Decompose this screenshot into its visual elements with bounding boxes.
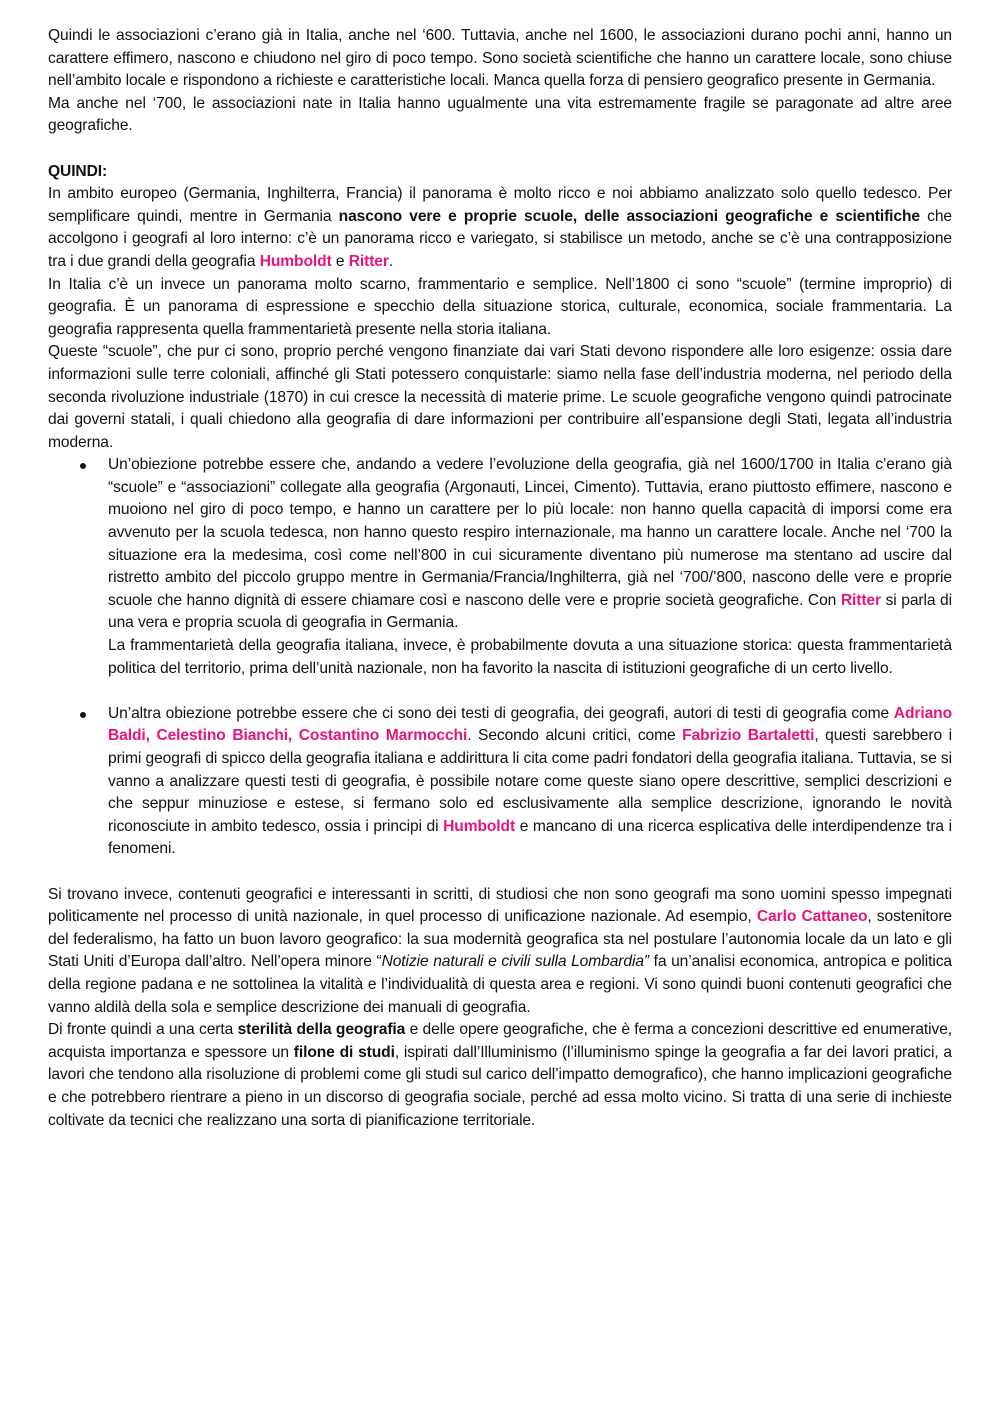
- spacer: [48, 861, 952, 884]
- section-heading: QUINDI:: [48, 162, 108, 180]
- bold-phrase: nascono vere e proprie scuole, delle associazioni geografiche e scientifiche: [338, 207, 920, 225]
- bullet-icon: [80, 463, 86, 469]
- highlight-ritter: Ritter: [840, 591, 881, 609]
- paragraph-ambito-europeo: In ambito europeo (Germania, Inghilterra, Francia) il panorama è molto ricco e noi abbiamo analizzato solo quello tedesco. Per semplificare quindi, mentre in Germania nascono vere e proprie scuole, delle associazioni geografiche e scientifiche che accolgono i geografi al loro interno: c’è un panorama ricco e variegato, si stabilisce un metodo, anche se c’è una contrapposizione tra i due grandi della geografia Humboldt e Ritter.: [48, 185, 953, 270]
- paragraph-associazioni-700: Ma anche nel ‘700, le associazioni nate in Italia hanno ugualmente una vita estremamente fragile se paragonate ad altre aree geografiche.: [48, 94, 952, 135]
- list-item: [48, 703, 952, 861]
- paragraph-cattaneo: Si trovano invece, contenuti geografici e interessanti in scritti, di studiosi che non sono geografi ma sono uomini spesso impegnati politicamente nel processo di unità nazionale, in quel processo di unificazione nazionale. Ad esempio, Carlo Cattaneo, sostenitore del federalismo, ha fatto un buon lavoro geografico: la sua modernità geografica sta nel postulare l’autonomia locale da un lato e gli Stati Uniti d’Europa dall’altro. Nell’opera minore “Notizie naturali e civili sulla Lombardia” fa un’analisi economica, antropica e politica della regione padana e ne sottolinea la vitalità e l’individualità di questa area e regioni. Vi sono quindi buoni contenuti geografici che vanno aldilà della sola e semplice descrizione dei manuali di geografia.: [48, 885, 953, 1016]
- paragraph-italia-panorama: In Italia c’è un invece un panorama molto scarno, frammentario e semplice. Nell’1800 ci sono “scuole” (termine improprio) di geografia. È un panorama di espressione e specchio della situazione storica, culturale, economica, sociale frammentaria. La geografia rappresenta quella frammentarietà presente nella storia italiana.: [48, 275, 952, 338]
- italic-title: Notizie naturali e civili sulla Lombardia”: [381, 953, 649, 971]
- bullet-icon: [80, 712, 86, 718]
- list-spacer: [48, 680, 952, 703]
- highlight-ritter: Ritter: [348, 252, 389, 270]
- highlight-bartaletti: Fabrizio Bartaletti: [682, 727, 815, 745]
- list-item: [48, 454, 952, 680]
- paragraph-scuole-statali: Queste “scuole”, che pur ci sono, proprio perché vengono finanziate dai vari Stati devono rispondere alle loro esigenze: ossia dare informazioni sulle terre coloniali, affinché gli Stati potessero conquistarle: siamo nella fase dell’industria moderna, nel periodo della seconda rivoluzione industriale (1870) in cui cresce la necessità di materie prime. Le scuole geografiche vengono quindi patrocinate dai governi statali, i quali chiedono alla geografia di dare informazioni per contribuire all’espansione degli Stati, legata all’industria moderna.: [48, 343, 952, 451]
- highlight-cattaneo: Carlo Cattaneo: [756, 908, 868, 926]
- spacer: [48, 138, 952, 161]
- bullet-continuation-text: La frammentarietà della geografia italiana, invece, è probabilmente dovuta a una situazione storica: questa frammentarietà politica del territorio, prima dell’unità nazionale, non ha favorito la nascita di istituzioni geografiche di un certo livello.: [108, 637, 952, 677]
- highlight-authors: Adriano Baldi, Celestino Bianchi, Costantino Marmocchi: [108, 704, 952, 745]
- bullet-text: Un’obiezione potrebbe essere che, andando a vedere l’evoluzione della geografia, già nel 1600/1700 in Italia c’erano già “scuole” e “associazioni” collegate alla geografia (Argonauti, Lincei, Cimento). Tuttavia, erano piuttosto effimere, nascono e muoiono nel giro di poco tempo, e hanno un carattere per lo più locale: non hanno quella capacità di imporsi come era avvenuto per la scuola tedesca, non hanno questo respiro internazionale, ma hanno un carattere locale. Anche nel ‘700 la situazione era la medesima, così come nell’800 in cui sicuramente diventano più numerose ma stentano ad uscire dal ristretto ambito del piccolo gruppo mentre in Germania/Francia/Inghilterra, già nel ‘700/’800, nascono delle vere e proprie scuole che hanno dignità di essere chiamare così e nascono delle vere e proprie società geografiche. Con Ritter si parla di una vera e propria scuola di geografia in Germania.: [108, 456, 952, 632]
- highlight-humboldt: Humboldt: [443, 817, 516, 835]
- objection-list: [48, 454, 952, 861]
- paragraph-sterilita: Di fronte quindi a una certa sterilità della geografia e delle opere geografiche, che è ferma a concezioni descrittive ed enumerative, acquista importanza e spessore un filone di studi, ispirati dall’Illuminismo (l’illuminismo spinge la geografia a far dei lavori pratici, a lavori che tendono alla risoluzione di problemi come gli studi sul carico dell’impatto demografico), che hanno implicazioni geografiche e che potrebbero rientrare a pieno in un discorso di geografia sociale, perché ad essa molto vicino. Si tratta di una serie di inchieste coltivate da tecnici che realizzano una sorta di pianificazione territoriale.: [48, 1021, 953, 1129]
- paragraph-associazioni-600: Quindi le associazioni c’erano già in Italia, anche nel ‘600. Tuttavia, anche nel 1600, le associazioni durano pochi anni, hanno un carattere effimero, nascono e chiudono nel giro di poco tempo. Sono società scientifiche che hanno un carattere locale, sono chiuse nell’ambito locale e rispondono a richieste e caratteristiche locali. Manca quella forza di pensiero geografico presente in Germania.: [48, 27, 952, 90]
- highlight-humboldt: Humboldt: [259, 252, 332, 270]
- document-page: [48, 25, 952, 1132]
- bullet-text: Un’altra obiezione potrebbe essere che ci sono dei testi di geografia, dei geografi, autori di testi di geografia come Adriano Baldi, Celestino Bianchi, Costantino Marmocchi. Secondo alcuni critici, come Fabrizio Bartaletti, questi sarebbero i primi geografi di spicco della geografia italiana e addirittura li cita come padri fondatori della geografia italiana. Tuttavia, se si vanno a analizzare questi testi di geografia, è possibile notare come queste siano opere descrittive, semplici descrizioni e che seppur minuziose e estese, si fermano solo ed esclusivamente alla semplice descrizione, ignorando le novità riconosciute in ambito tedesco, ossia i principi di Humboldt e mancano di una ricerca esplicativa delle interdipendenze tra i fenomeni.: [108, 704, 952, 858]
- bold-phrase: filone di studi: [293, 1043, 395, 1061]
- bold-phrase: sterilità della geografia: [237, 1021, 406, 1039]
